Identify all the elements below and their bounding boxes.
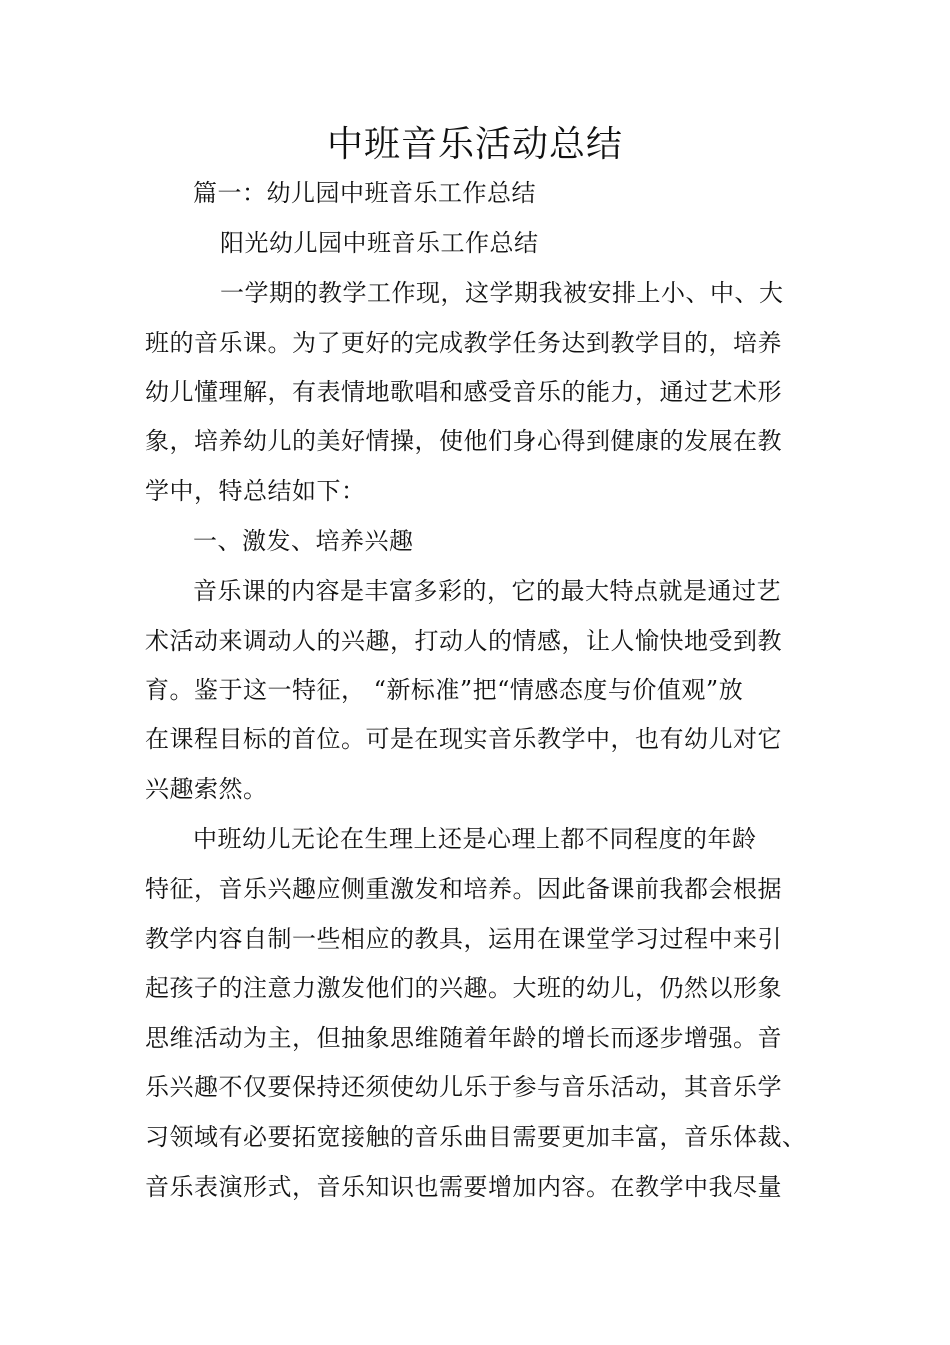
paragraph-line: 习领域有必要拓宽接触的音乐曲目需要更加丰富，音乐体裁、 (145, 1123, 807, 1151)
paragraph-line: 音乐表演形式，音乐知识也需要增加内容。在教学中我尽量 (145, 1173, 782, 1201)
paragraph-line: 育。鉴于这一特征， “新标准”把“情感态度与价值观”放 (145, 676, 744, 704)
paragraph-line: 班的音乐课。为了更好的完成教学任务达到教学目的，培养 (145, 329, 782, 357)
section-subheading: 一、激发、培养兴趣 (193, 527, 414, 555)
paragraph-line: 兴趣索然。 (145, 775, 268, 803)
paragraph-line: 幼儿懂理解，有表情地歌唱和感受音乐的能力，通过艺术形 (145, 378, 782, 406)
paragraph-line: 思维活动为主，但抽象思维随着年龄的增长而逐步增强。音 (145, 1024, 782, 1052)
paragraph-line: 一学期的教学工作现，这学期我被安排上小、中、大 (220, 279, 784, 307)
subtitle-line: 阳光幼儿园中班音乐工作总结 (220, 229, 539, 257)
document-title: 中班音乐活动总结 (326, 124, 623, 165)
paragraph-line: 中班幼儿无论在生理上还是心理上都不同程度的年龄 (193, 825, 757, 853)
paragraph-line: 术活动来调动人的兴趣，打动人的情感，让人愉快地受到教 (145, 627, 782, 655)
paragraph-line: 乐兴趣不仅要保持还须使幼儿乐于参与音乐活动，其音乐学 (145, 1073, 782, 1101)
section-heading: 篇一：幼儿园中班音乐工作总结 (193, 179, 536, 207)
paragraph-line: 特征，音乐兴趣应侧重激发和培养。因此备课前我都会根据 (145, 875, 782, 903)
paragraph-line: 学中，特总结如下： (145, 477, 366, 505)
paragraph-line: 象，培养幼儿的美好情操，使他们身心得到健康的发展在教 (145, 427, 782, 455)
paragraph-line: 音乐课的内容是丰富多彩的，它的最大特点就是通过艺 (193, 577, 781, 605)
paragraph-line: 教学内容自制一些相应的教具，运用在课堂学习过程中来引 (145, 925, 782, 953)
paragraph-line: 在课程目标的首位。可是在现实音乐教学中，也有幼儿对它 (145, 725, 782, 753)
paragraph-line: 起孩子的注意力激发他们的兴趣。大班的幼儿，仍然以形象 (145, 974, 782, 1002)
